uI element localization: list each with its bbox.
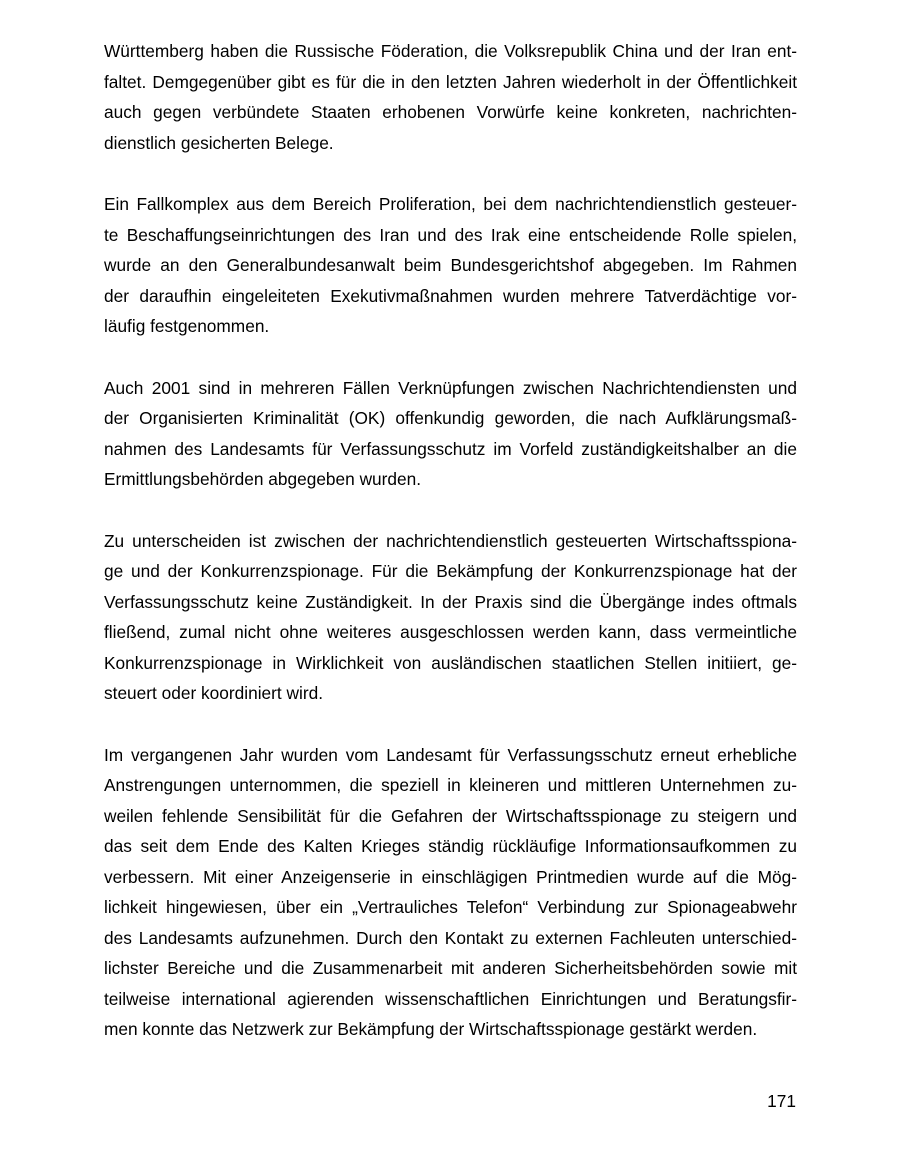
document-page bbox=[104, 36, 797, 1076]
paragraph-3 bbox=[104, 373, 797, 495]
text-line: nahmen des Landesamts für Verfassungsschutz im Vorfeld zuständigkeitshalber an die bbox=[104, 438, 797, 459]
text-line: Verfassungsschutz keine Zuständigkeit. In der Praxis sind die Übergänge indes oftmals bbox=[104, 591, 797, 612]
text-line: der daraufhin eingeleiteten Exekutivmaßnahmen wurden mehrere Tatverdächtige vor- bbox=[104, 285, 797, 306]
text-line: teilweise international agierenden wissenschaftlichen Einrichtungen und Beratungsfir- bbox=[104, 988, 797, 1009]
text-line: das seit dem Ende des Kalten Krieges ständig rückläufige Informationsaufkommen zu bbox=[104, 836, 797, 856]
text-line: weilen fehlende Sensibilität für die Gefahren der Wirtschaftsspionage zu steigern und bbox=[104, 805, 797, 826]
text-line: Zu unterscheiden ist zwischen der nachrichtendienstlich gesteuerten Wirtschaftsspiona- bbox=[104, 530, 797, 551]
paragraph-5 bbox=[104, 740, 797, 1045]
text-line: faltet. Demgegenüber gibt es für die in den letzten Jahren wiederholt in der Öffentlichkeit bbox=[104, 71, 797, 92]
text-line: te Beschaffungseinrichtungen des Iran und des Irak eine entscheidende Rolle spielen, bbox=[104, 224, 797, 245]
paragraph-1 bbox=[104, 36, 797, 158]
text-line: des Landesamts aufzunehmen. Durch den Kontakt zu externen Fachleuten unterschied- bbox=[104, 927, 797, 948]
text-line: men konnte das Netzwerk zur Bekämpfung der Wirtschaftsspionage gestärkt werden. bbox=[104, 1019, 758, 1039]
text-line: fließend, zumal nicht ohne weiteres ausgeschlossen werden kann, dass vermeintliche bbox=[104, 622, 797, 642]
text-line: der Organisierten Kriminalität (OK) offenkundig geworden, die nach Aufklärungsmaß- bbox=[104, 408, 797, 428]
text-line: lichster Bereiche und die Zusammenarbeit mit anderen Sicherheitsbehörden sowie mit bbox=[104, 958, 797, 978]
text-line: steuert oder koordiniert wird. bbox=[104, 683, 323, 703]
text-line: lichkeit hingewiesen, über ein „Vertrauliches Telefon“ Verbindung zur Spionageabwehr bbox=[104, 897, 797, 917]
paragraph-2 bbox=[104, 189, 797, 342]
text-line: Ermittlungsbehörden abgegeben wurden. bbox=[104, 469, 422, 489]
paragraph-4 bbox=[104, 526, 797, 709]
text-line: dienstlich gesicherten Belege. bbox=[104, 132, 334, 153]
text-line: Im vergangenen Jahr wurden vom Landesamt für Verfassungsschutz erneut erhebliche bbox=[104, 744, 797, 765]
text-line: Konkurrenzspionage in Wirklichkeit von ausländischen staatlichen Stellen initiiert, ge- bbox=[104, 652, 797, 673]
text-line: Ein Fallkomplex aus dem Bereich Proliferation, bei dem nachrichtendienstlich gesteuer- bbox=[104, 194, 797, 214]
text-line: läufig festgenommen. bbox=[104, 316, 270, 336]
text-line: verbessern. Mit einer Anzeigenserie in einschlägigen Printmedien wurde auf die Mög- bbox=[104, 866, 797, 887]
text-line: Württemberg haben die Russische Föderation, die Volksrepublik China und der Iran ent- bbox=[104, 41, 797, 61]
text-line: wurde an den Generalbundesanwalt beim Bundesgerichtshof abgegeben. Im Rahmen bbox=[104, 255, 797, 275]
text-line: Anstrengungen unternommen, die speziell in kleineren und mittleren Unternehmen zu- bbox=[104, 775, 797, 795]
page-number: 171 bbox=[767, 1091, 796, 1111]
text-line: Auch 2001 sind in mehreren Fällen Verknüpfungen zwischen Nachrichtendiensten und bbox=[104, 377, 797, 398]
text-line: ge und der Konkurrenzspionage. Für die Bekämpfung der Konkurrenzspionage hat der bbox=[104, 561, 797, 581]
text-line: auch gegen verbündete Staaten erhobenen Vorwürfe keine konkreten, nachrichten- bbox=[104, 102, 797, 122]
